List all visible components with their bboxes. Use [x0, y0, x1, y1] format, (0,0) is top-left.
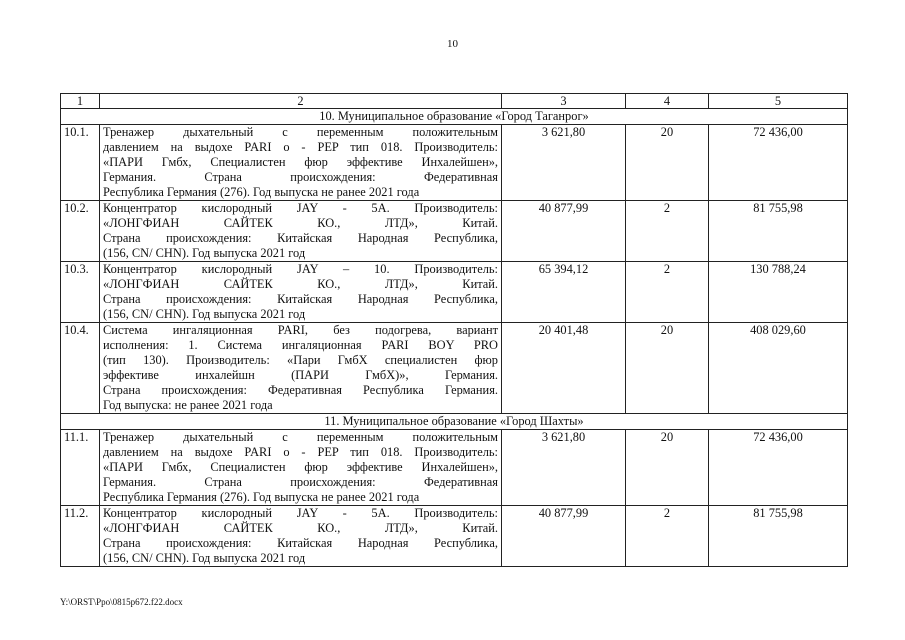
header-col-5: 5 — [709, 94, 848, 109]
header-col-3: 3 — [502, 94, 626, 109]
item-number: 11.2. — [61, 506, 100, 567]
description-line: Германия. Страна происхождения: Федеративная — [103, 475, 498, 489]
item-description — [100, 430, 502, 506]
total-amount: 81 755,98 — [709, 506, 848, 567]
description-line: Страна происхождения: Китайская Народная Республика, — [103, 536, 498, 550]
page-number: 10 — [447, 38, 458, 50]
description-line: (тип 130). Производитель: «Пари ГмбХ специалистен фюр — [103, 353, 498, 367]
total-amount: 72 436,00 — [709, 125, 848, 201]
table-row — [61, 506, 848, 567]
description-line: Тренажер дыхательный с переменным положительным — [103, 125, 498, 139]
quantity: 20 — [626, 323, 709, 414]
description-line: Год выпуска: не ранее 2021 года — [103, 398, 273, 412]
table-row — [61, 323, 848, 414]
unit-price: 40 877,99 — [502, 201, 626, 262]
description-line: Страна происхождения: Федеративная Республика Германия. — [103, 383, 498, 397]
unit-price: 3 621,80 — [502, 125, 626, 201]
description-line: эффективе инхалейшн (ПАРИ ГмбХ)», Германия. — [103, 368, 498, 382]
item-number: 11.1. — [61, 430, 100, 506]
description-line: «ПАРИ Гмбх, Специалистен фюр эффективе Инхалейшен», — [103, 155, 498, 169]
item-number: 10.1. — [61, 125, 100, 201]
description-line: Германия. Страна происхождения: Федеративная — [103, 170, 498, 184]
table-row — [61, 262, 848, 323]
unit-price: 40 877,99 — [502, 506, 626, 567]
section-title: 11. Муниципальное образование «Город Шахты» — [61, 414, 848, 430]
header-col-1: 1 — [61, 94, 100, 109]
description-line: Концентратор кислородный JAY – 10. Производитель: — [103, 262, 498, 276]
table-body — [61, 94, 848, 567]
total-amount: 408 029,60 — [709, 323, 848, 414]
description-line: исполнения: 1. Система ингаляционная PARI BOY PRO — [103, 338, 498, 352]
description-line: Система ингаляционная PARI, без подогрева, вариант — [103, 323, 498, 337]
item-description — [100, 262, 502, 323]
description-line: Концентратор кислородный JAY - 5A. Производитель: — [103, 201, 498, 215]
item-number: 10.3. — [61, 262, 100, 323]
total-amount: 130 788,24 — [709, 262, 848, 323]
table-header-row — [61, 94, 848, 109]
description-line: Страна происхождения: Китайская Народная Республика, — [103, 292, 498, 306]
table-row — [61, 430, 848, 506]
item-description — [100, 125, 502, 201]
quantity: 2 — [626, 201, 709, 262]
description-line: (156, CN/ CHN). Год выпуска 2021 год — [103, 246, 306, 260]
unit-price: 65 394,12 — [502, 262, 626, 323]
item-description — [100, 201, 502, 262]
description-line: давлением на выдохе PARI o - PEP тип 018. Производитель: — [103, 445, 498, 459]
description-line: (156, CN/ CHN). Год выпуска 2021 год — [103, 307, 306, 321]
header-col-4: 4 — [626, 94, 709, 109]
item-number: 10.4. — [61, 323, 100, 414]
description-line: Республика Германия (276). Год выпуска не ранее 2021 года — [103, 490, 420, 504]
description-line: «ПАРИ Гмбх, Специалистен фюр эффективе Инхалейшен», — [103, 460, 498, 474]
description-line: давлением на выдохе PARI o - PEP тип 018. Производитель: — [103, 140, 498, 154]
description-line: «ЛОНГФИАН САЙТЕК КО., ЛТД», Китай. — [103, 216, 498, 230]
total-amount: 72 436,00 — [709, 430, 848, 506]
total-amount: 81 755,98 — [709, 201, 848, 262]
description-line: (156, CN/ CHN). Год выпуска 2021 год — [103, 551, 306, 565]
quantity: 20 — [626, 125, 709, 201]
quantity: 2 — [626, 506, 709, 567]
description-line: Страна происхождения: Китайская Народная Республика, — [103, 231, 498, 245]
quantity: 2 — [626, 262, 709, 323]
item-description — [100, 506, 502, 567]
equipment-table — [60, 93, 848, 567]
quantity: 20 — [626, 430, 709, 506]
header-col-2: 2 — [100, 94, 502, 109]
section-row — [61, 109, 848, 125]
unit-price: 20 401,48 — [502, 323, 626, 414]
item-description — [100, 323, 502, 414]
description-line: «ЛОНГФИАН САЙТЕК КО., ЛТД», Китай. — [103, 277, 498, 291]
unit-price: 3 621,80 — [502, 430, 626, 506]
table-row — [61, 125, 848, 201]
table-row — [61, 201, 848, 262]
section-row — [61, 414, 848, 430]
description-line: Концентратор кислородный JAY - 5A. Производитель: — [103, 506, 498, 520]
section-title: 10. Муниципальное образование «Город Таганрог» — [61, 109, 848, 125]
description-line: «ЛОНГФИАН САЙТЕК КО., ЛТД», Китай. — [103, 521, 498, 535]
description-line: Тренажер дыхательный с переменным положительным — [103, 430, 498, 444]
description-line: Республика Германия (276). Год выпуска не ранее 2021 года — [103, 185, 420, 199]
file-path-footer: Y:\ORST\Ppo\0815p672.f22.docx — [60, 597, 183, 607]
item-number: 10.2. — [61, 201, 100, 262]
